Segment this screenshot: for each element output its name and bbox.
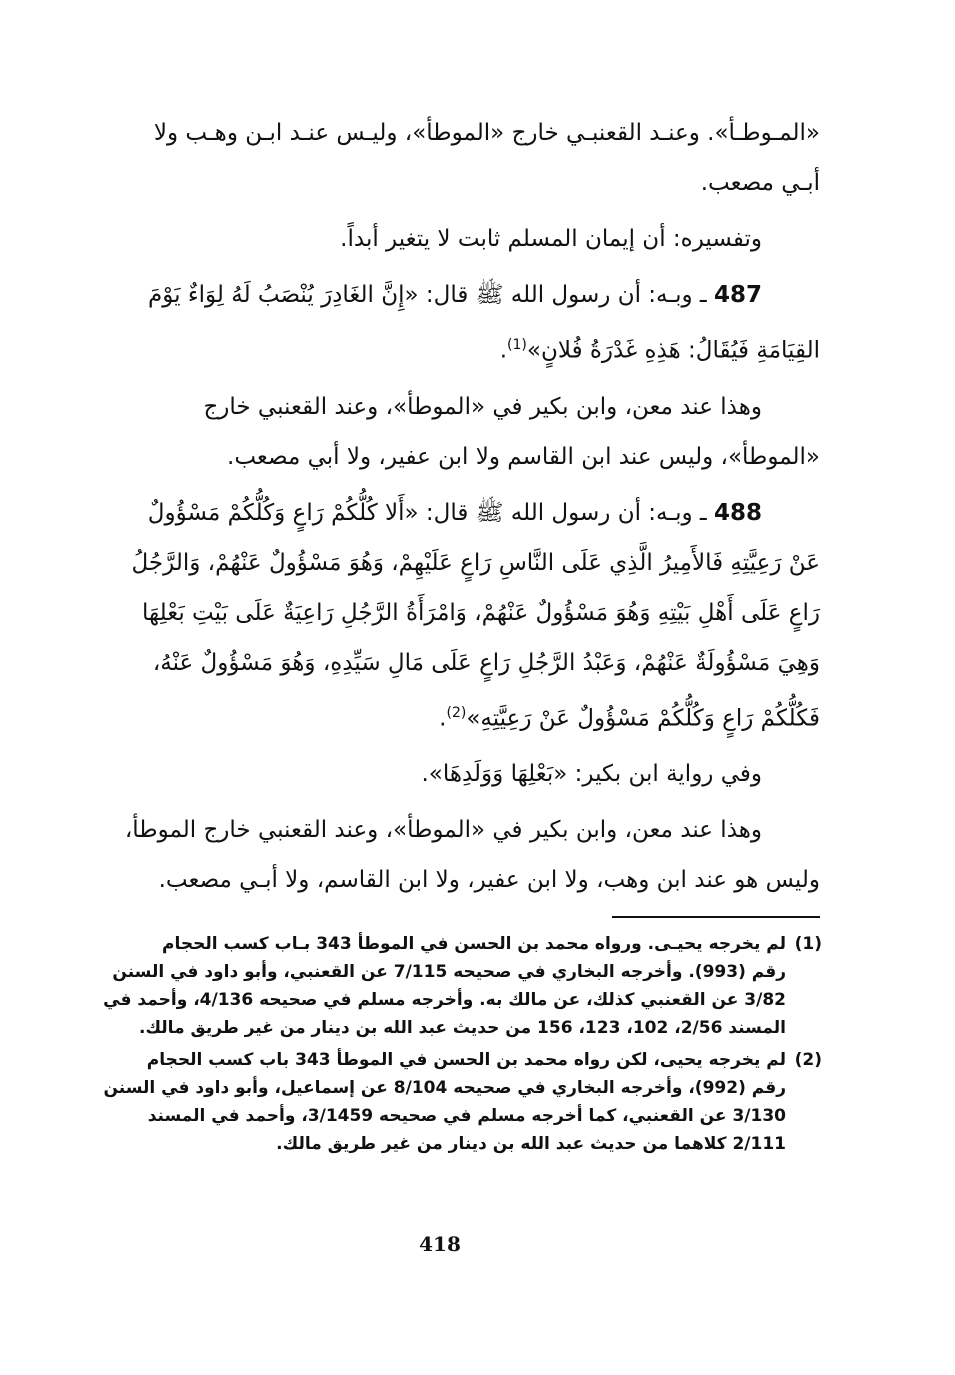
paragraph-3	[70, 382, 820, 482]
punctuation: .	[499, 337, 508, 364]
page-number: 418	[419, 1232, 461, 1256]
paragraph-5	[70, 805, 820, 905]
text-line: «الموطأ»، وليس عند ابن القاسم ولا ابن عفير، ولا أبي مصعب.	[227, 443, 820, 470]
hadith-number: 488	[713, 499, 762, 526]
text-line	[70, 688, 820, 744]
footnote-line: 3/82 عن القعنبي كذلك، عن مالك به. وأخرجه مسلم في صحيحه 4/136، وأحمد في	[103, 990, 786, 1010]
paragraph-2	[70, 214, 820, 264]
text-line	[70, 320, 820, 376]
punctuation: .	[439, 705, 447, 732]
footnote-separator	[612, 916, 820, 918]
text-line: وفي رواية ابن بكير: «بَعْلِهَا وَوَلَدِهَا».	[421, 761, 762, 788]
text-line: وهذا عند معن، وابن بكير في «الموطأ»، وعند القعنبي خارج	[203, 393, 762, 420]
hadith-text: فَكُلُّكُمْ رَاعٍ وَكُلُّكُمْ مَسْؤُولٌ عَنْ رَعِيَّتِهِ»	[466, 705, 820, 732]
main-text	[70, 108, 820, 905]
footnote-line: لم يخرجه يحيـى. ورواه محمد بن الحسن في الموطأ 343 بـاب كسب الحجام	[162, 934, 786, 954]
text-line: وَهِيَ مَسْؤُولَةٌ عَنْهُمْ، وَعَبْدُ الرَّجُلِ رَاعٍ عَلَى مَالِ سَيِّدِهِ، وَهُوَ مَسْؤُولٌ عَنْهُ،	[152, 649, 820, 676]
hadith-text: القِيَامَةِ فَيُقَالُ: هَذِهِ غَدْرَةُ فُلانٍ»	[526, 337, 820, 364]
footnotes	[70, 930, 822, 1162]
footnote-line: المسند 2/56، 102، 123، 156 من حديث عبد الله بن دينار من غير طريق مالك.	[139, 1018, 786, 1038]
text-line: «المـوطـأ». وعنـد القعنبـي خارج «الموطأ»، وليـس عنـد ابـن وهـب ولا	[153, 120, 820, 146]
hadith-text: ـ وبـه: أن رسول الله ﷺ قال: «أَلا كُلُّكُمْ رَاعٍ وَكُلُّكُمْ مَسْؤُولٌ	[147, 499, 707, 526]
footnote-line: رقم (992)، وأخرجه البخاري في صحيحه 8/104 عن إسماعيل، وأبو داود في السنن	[103, 1078, 786, 1098]
paragraph-1	[70, 108, 820, 208]
text-line: أبـي مصعب.	[700, 170, 820, 196]
text-line: عَنْ رَعِيَّتِهِ فَالأَمِيرُ الَّذِي عَلَى النَّاسِ رَاعٍ عَلَيْهِمْ، وَهُوَ مَسْؤُولٌ عَنْهُمْ، وَالرَّجُلُ	[131, 549, 820, 576]
footnote-line: لم يخرجه يحيى، لكن رواه محمد بن الحسن في الموطأ 343 باب كسب الحجام	[146, 1050, 786, 1070]
footnote-line: 3/130 عن القعنبي، كما أخرجه مسلم في صحيحه 3/1459، وأحمد في المسند	[147, 1106, 786, 1126]
hadith-487	[70, 270, 820, 376]
hadith-488	[70, 488, 820, 744]
text-line: وتفسيره: أن إيمان المسلم ثابت لا يتغير أبداً.	[340, 226, 762, 252]
hadith-number: 487	[713, 282, 762, 308]
text-line: رَاعٍ عَلَى أَهْلِ بَيْتِهِ وَهُوَ مَسْؤُولٌ عَنْهُمْ، وَامْرَأَةُ الرَّجُلِ رَاعِيَةٌ عَلَى بَيْتِ بَعْلِهَا	[142, 599, 820, 626]
footnote-number: (2)	[794, 1050, 822, 1070]
footnote-2	[70, 1046, 822, 1158]
footnote-line: 2/111 كلاهما من حديث عبد الله بن دينار من غير طريق مالك.	[276, 1134, 786, 1154]
footnote-line: رقم (993). وأخرجه البخاري في صحيحه 7/115 عن القعنبي، وأبو داود في السنن	[112, 962, 786, 982]
footnote-reference: (2)	[446, 704, 467, 721]
footnote-1	[70, 930, 822, 1042]
footnote-number: (1)	[794, 934, 822, 954]
text-line	[70, 488, 820, 538]
hadith-text: ـ وبـه: أن رسول الله ﷺ قال: «إِنَّ الغَادِرَ يُنْصَبُ لَهُ لِوَاءٌ يَوْمَ	[148, 282, 707, 308]
text-line	[70, 270, 820, 320]
text-line: وليس هو عند ابن وهب، ولا ابن عفير، ولا ابن القاسم، ولا أبـي مصعب.	[158, 867, 820, 894]
text-line: وهذا عند معن، وابن بكير في «الموطأ»، وعند القعنبي خارج الموطأ،	[124, 817, 762, 844]
paragraph-4	[70, 749, 820, 799]
footnote-reference: (1)	[507, 337, 527, 353]
